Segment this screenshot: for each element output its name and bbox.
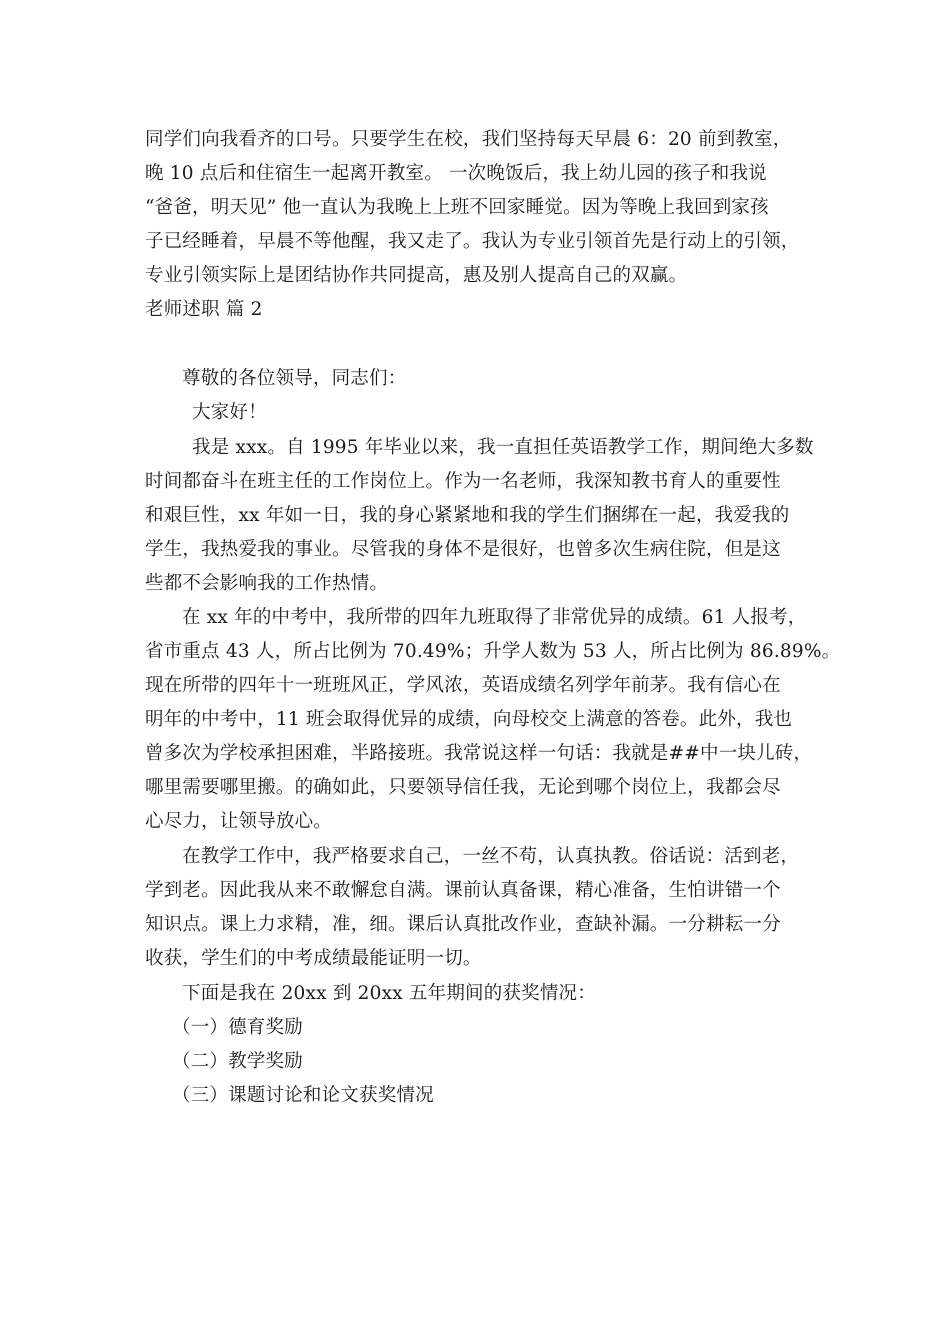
paragraph-line: 学生，我热爱我的事业。尽管我的身体不是很好，也曾多次生病住院，但是这 <box>145 539 781 560</box>
paragraph-line: 时间都奋斗在班主任的工作岗位上。作为一名老师，我深知教书育人的重要性 <box>145 471 781 492</box>
paragraph-line: 在 xx 年的中考中，我所带的四年九班取得了非常优异的成绩。61 人报考， <box>182 607 807 628</box>
paragraph-line: 收获，学生们的中考成绩最能证明一切。 <box>145 948 482 969</box>
paragraph-line: 曾多次为学校承担困难，半路接班。我常说这样一句话：我就是##中一块儿砖， <box>145 743 813 764</box>
paragraph-line: 学到老。因此我从来不敢懈怠自满。课前认真备课，精心准备，生怕讲错一个 <box>145 880 781 901</box>
paragraph-line: 些都不会影响我的工作热情。 <box>145 573 389 594</box>
paragraph-line: “爸爸，明天见” 他一直认为我晚上上班不回家睡觉。因为等晚上我回到家孩 <box>145 197 769 218</box>
section-heading: 老师述职 篇 2 <box>145 299 263 320</box>
paragraph-line: 哪里需要哪里搬。的确如此，只要领导信任我，无论到哪个岗位上，我都会尽 <box>145 777 781 798</box>
paragraph-line: 同学们向我看齐的口号。只要学生在校，我们坚持每天早晨 6：20 前到教室， <box>145 129 792 150</box>
greeting: 大家好！ <box>192 402 267 423</box>
salutation: 尊敬的各位领导，同志们： <box>182 368 407 389</box>
paragraph-line: 心尽力，让领导放心。 <box>145 811 333 832</box>
paragraph-line: 知识点。课上力求精，准，细。课后认真批改作业，查缺补漏。一分耕耘一分 <box>145 914 781 935</box>
award-item: （二）教学奖励 <box>172 1051 303 1072</box>
paragraph-line: 我是 xxx。自 1995 年毕业以来，我一直担任英语教学工作，期间绝大多数 <box>192 437 814 458</box>
award-item: （三）课题讨论和论文获奖情况 <box>172 1085 434 1106</box>
paragraph-line: 明年的中考中，11 班会取得优异的成绩，向母校交上满意的答卷。此外，我也 <box>145 709 793 730</box>
paragraph-line: 下面是我在 20xx 到 20xx 五年期间的获奖情况： <box>182 983 596 1004</box>
paragraph-line: 晚 10 点后和住宿生一起离开教室。 一次晚饭后，我上幼儿园的孩子和我说 <box>145 163 767 184</box>
paragraph-line: 子已经睡着，早晨不等他醒，我又走了。我认为专业引领首先是行动上的引领， <box>145 231 800 252</box>
paragraph-line: 和艰巨性，xx 年如一日，我的身心紧紧地和我的学生们捆绑在一起，我爱我的 <box>145 505 790 526</box>
paragraph-line: 省市重点 43 人，所占比例为 70.49%；升学人数为 53 人，所占比例为 86.89%。 <box>145 641 841 662</box>
paragraph-line: 现在所带的四年十一班班风正，学风浓，英语成绩名列学年前茅。我有信心在 <box>145 675 781 696</box>
paragraph-line: 在教学工作中，我严格要求自己，一丝不苟，认真执教。俗话说：活到老， <box>182 846 800 867</box>
paragraph-line: 专业引领实际上是团结协作共同提高，惠及别人提高自己的双赢。 <box>145 265 688 286</box>
award-item: （一）德育奖励 <box>172 1017 303 1038</box>
